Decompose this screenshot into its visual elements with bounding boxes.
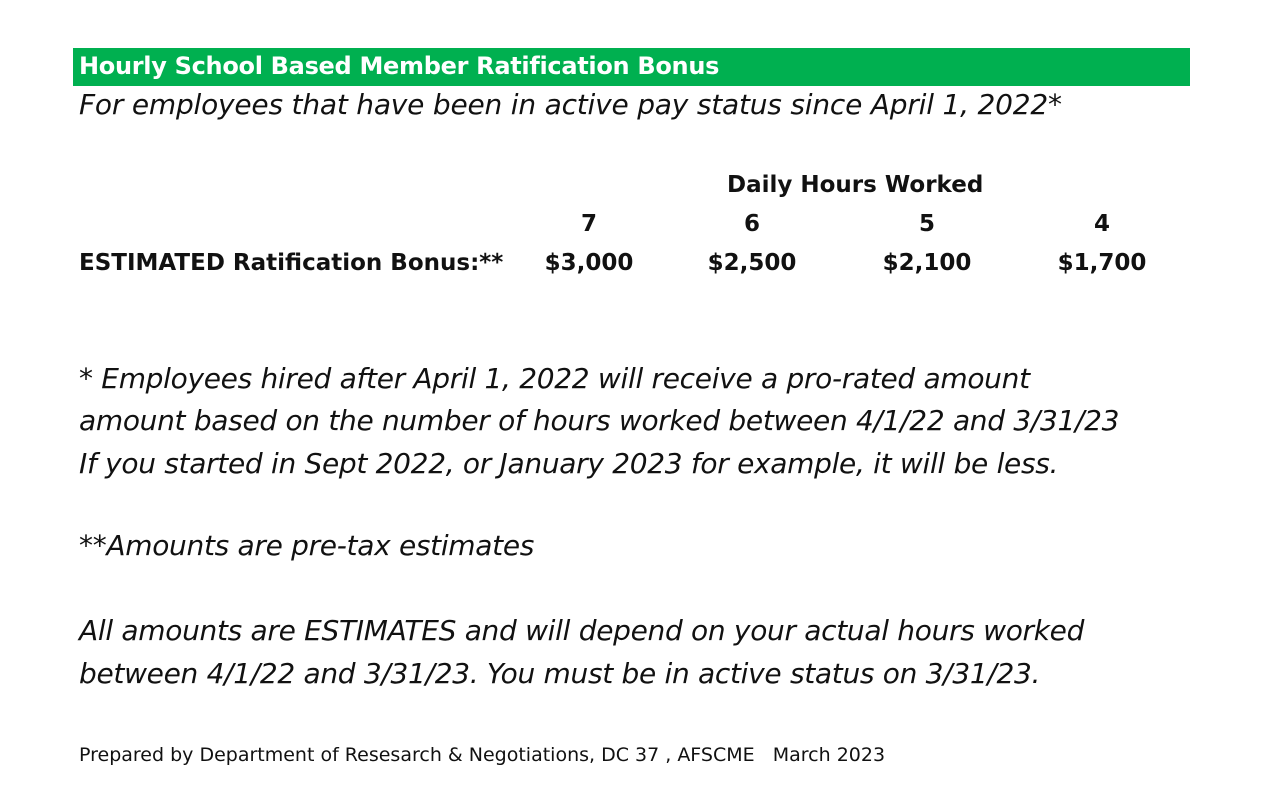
footer-prepared-by: Prepared by Department of Resesarch & Negotiations, DC 37 , AFSCME March 2023 xyxy=(79,744,886,766)
note-prorated-line-1: * Employees hired after April 1, 2022 will receive a pro-rated amount xyxy=(79,362,1030,395)
bonus-amount-7: $3,000 xyxy=(544,250,634,276)
note-estimates-line-1: All amounts are ESTIMATES and will depend on your actual hours worked xyxy=(79,614,1085,647)
note-pretax: **Amounts are pre-tax estimates xyxy=(79,529,535,562)
bonus-row-label: ESTIMATED Ratification Bonus:** xyxy=(79,250,504,276)
bonus-amount-4: $1,700 xyxy=(1057,250,1147,276)
hours-column-6: 6 xyxy=(743,211,760,237)
hours-column-4: 4 xyxy=(1093,211,1110,237)
note-prorated-line-2: amount based on the number of hours worked between 4/1/22 and 3/31/23 xyxy=(79,404,1120,437)
note-prorated-line-3: If you started in Sept 2022, or January 2023 for example, it will be less. xyxy=(79,447,1059,480)
hours-column-7: 7 xyxy=(580,211,597,237)
bonus-amount-5: $2,100 xyxy=(882,250,972,276)
hours-column-5: 5 xyxy=(918,211,935,237)
page-title: Hourly School Based Member Ratification Bonus xyxy=(79,52,720,80)
bonus-amount-6: $2,500 xyxy=(707,250,797,276)
subtitle: For employees that have been in active pay status since April 1, 2022* xyxy=(79,88,1062,121)
note-estimates-line-2: between 4/1/22 and 3/31/23. You must be in active status on 3/31/23. xyxy=(79,657,1041,690)
table-header-daily-hours: Daily Hours Worked xyxy=(727,172,984,198)
